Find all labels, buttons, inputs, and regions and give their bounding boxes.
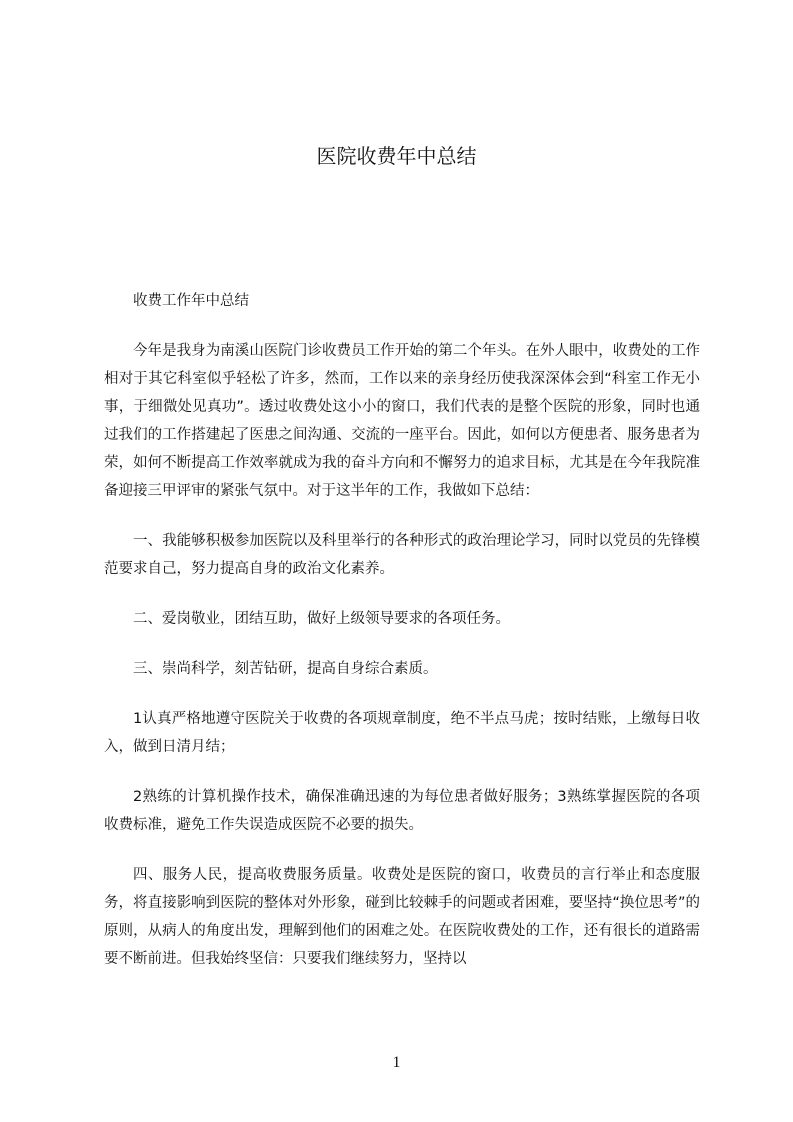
paragraph-item-4: 四、服务人民，提高收费服务质量。收费处是医院的窗口，收费员的言行举止和态度服务，将直接影响到医院的整体对外形象，碰到比较棘手的问题或者困难，要坚持“换位思考”的原则，从病人的角度出发，理解到他们的困难之处。在医院收费处的工作，还有很长的道路需要不断前进。但我始终坚信：只要我们继续努力，坚持以 bbox=[104, 867, 700, 967]
document-body bbox=[104, 287, 700, 995]
section-subtitle: 收费工作年中总结 bbox=[133, 293, 249, 309]
page-title: 医院收费年中总结 bbox=[316, 144, 477, 168]
paragraph-item-3: 三、崇尚科学，刻苦钻研，提高自身综合素质。 bbox=[133, 661, 438, 677]
paragraph-intro: 今年是我身为南溪山医院门诊收费员工作开始的第二个年头。在外人眼中，收费处的工作相对于其它科室似乎轻松了许多，然而，工作以来的亲身经历使我深深体会到“科室工作无小事，于细微处见真功”。透过收费处这小小的窗口，我们代表的是整个医院的形象，同时也通过我们的工作搭建起了医患之间沟通、交流的一座平台。因此，如何以方便患者、服务患者为荣，如何不断提高工作效率就成为我的奋斗方向和不懈努力的追求目标，尤其是在今年我院准备迎接三甲评审的紧张气氛中。对于这半年的工作，我做如下总结： bbox=[104, 343, 700, 499]
page-number: 1 bbox=[392, 1054, 401, 1071]
paragraph-subitem-1: 1认真严格地遵守医院关于收费的各项规章制度，绝不半点马虎；按时结账，上缴每日收入，做到日清月结； bbox=[104, 711, 700, 755]
paragraph-item-2: 二、爱岗敬业，团结互助，做好上级领导要求的各项任务。 bbox=[133, 611, 510, 627]
paragraph-item-1: 一、我能够积极参加医院以及科里举行的各种形式的政治理论学习，同时以党员的先锋模范要求自己，努力提高自身的政治文化素养。 bbox=[104, 533, 700, 577]
paragraph-subitem-2: 2熟练的计算机操作技术，确保准确迅速的为每位患者做好服务；3熟练掌握医院的各项收费标准，避免工作失误造成医院不必要的损失。 bbox=[104, 789, 700, 833]
